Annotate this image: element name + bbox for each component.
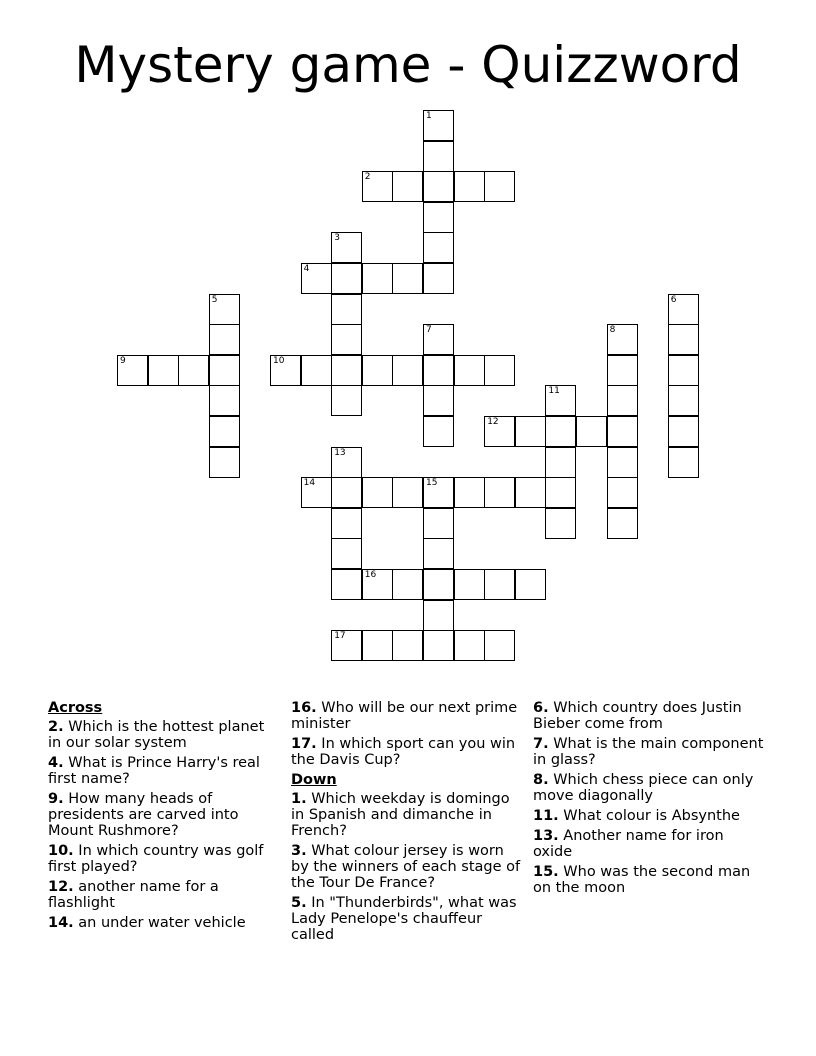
grid-cell[interactable] — [607, 477, 638, 508]
grid-cell[interactable] — [362, 355, 393, 386]
clue-text: What is the main component in glass? — [533, 736, 764, 768]
grid-cell[interactable] — [668, 355, 699, 386]
clue-text: Which country does Justin Bieber come from — [533, 700, 742, 732]
grid-cell[interactable] — [454, 477, 485, 508]
grid-cell[interactable] — [362, 477, 393, 508]
grid-cell[interactable] — [331, 263, 362, 294]
clue-number-label: 11 — [548, 386, 560, 397]
grid-cell[interactable] — [331, 508, 362, 539]
grid-cell[interactable] — [392, 569, 423, 600]
grid-cell[interactable] — [331, 324, 362, 355]
grid-cell[interactable] — [423, 202, 454, 233]
clue-text: In "Thunderbirds", what was Lady Penelope's chauffeur called — [291, 895, 517, 943]
clue-number-label: 8 — [609, 325, 616, 336]
grid-cell[interactable] — [392, 630, 423, 661]
clue-number-label: 16 — [364, 570, 377, 580]
clue-number: 9. — [48, 791, 64, 807]
clue-number-label: 5 — [211, 294, 218, 305]
clue-item — [533, 808, 765, 824]
grid-cell[interactable] — [454, 171, 485, 202]
grid-cell[interactable] — [454, 355, 485, 386]
grid-cell[interactable] — [423, 630, 454, 661]
clue-text: Who will be our next prime minister — [291, 700, 518, 732]
clue-item — [48, 755, 280, 787]
grid-cell[interactable] — [607, 324, 638, 355]
across-clue-list-cont — [291, 700, 523, 768]
grid-cell[interactable] — [301, 263, 332, 294]
clue-item — [533, 700, 765, 732]
grid-cell[interactable] — [331, 232, 362, 263]
grid-cell[interactable] — [545, 508, 576, 539]
grid-cell[interactable] — [178, 355, 209, 386]
clue-text: In which sport can you win the Davis Cup? — [291, 736, 516, 768]
clue-number: 11. — [533, 808, 559, 824]
clue-number-label: 17 — [334, 631, 346, 642]
grid-cell[interactable] — [423, 477, 454, 508]
clue-number-label: 10 — [273, 355, 285, 366]
grid-cell[interactable] — [607, 355, 638, 386]
clue-number: 1. — [291, 791, 307, 807]
grid-cell[interactable] — [209, 447, 240, 478]
clue-number: 13. — [533, 828, 559, 844]
clue-item — [291, 843, 523, 891]
clue-number-label: 1 — [426, 111, 432, 121]
clue-number-label: 12 — [487, 417, 499, 427]
clue-item — [533, 736, 765, 768]
clue-number: 2. — [48, 719, 64, 735]
clue-item — [533, 864, 765, 896]
clue-number: 3. — [291, 843, 307, 859]
clue-number: 17. — [291, 736, 317, 752]
clue-text: How many heads of presidents are carved into Mount Rushmore? — [48, 791, 239, 839]
clue-number: 15. — [533, 864, 559, 880]
clue-text: What is Prince Harry's real first name? — [48, 755, 260, 787]
clue-number: 8. — [533, 772, 549, 788]
grid-cell[interactable] — [331, 294, 362, 325]
grid-cell[interactable] — [484, 355, 515, 386]
grid-cell[interactable] — [331, 447, 362, 478]
across-clue-list — [48, 719, 280, 931]
grid-cell[interactable] — [576, 416, 607, 447]
clues-column-2 — [291, 700, 523, 947]
grid-cell[interactable] — [423, 538, 454, 569]
clue-number: 16. — [291, 700, 317, 716]
grid-cell[interactable] — [545, 477, 576, 508]
grid-cell[interactable] — [607, 385, 638, 416]
clue-number: 4. — [48, 755, 64, 771]
clue-text: Who was the second man on the moon — [533, 864, 751, 896]
grid-cell[interactable] — [392, 263, 423, 294]
clue-item — [291, 895, 523, 943]
grid-cell[interactable] — [331, 569, 362, 600]
grid-cell[interactable] — [423, 324, 454, 355]
grid-cell[interactable] — [423, 171, 454, 202]
grid-cell[interactable] — [301, 355, 332, 386]
clue-item — [291, 736, 523, 768]
grid-cell[interactable] — [117, 355, 148, 386]
grid-cell[interactable] — [331, 355, 362, 386]
grid-cell[interactable] — [423, 232, 454, 263]
grid-cell[interactable] — [484, 416, 515, 447]
grid-cell[interactable] — [270, 355, 301, 386]
clue-item — [48, 879, 280, 911]
clue-number: 5. — [291, 895, 307, 911]
grid-cell[interactable] — [668, 416, 699, 447]
clue-item — [291, 791, 523, 839]
page-title: Mystery game - Quizzword — [74, 36, 742, 94]
grid-cell[interactable] — [545, 416, 576, 447]
grid-cell[interactable] — [423, 600, 454, 631]
grid-cell[interactable] — [454, 630, 485, 661]
clue-item — [48, 791, 280, 839]
grid-cell[interactable] — [607, 416, 638, 447]
grid-cell[interactable] — [668, 385, 699, 416]
clue-number: 12. — [48, 879, 74, 895]
grid-cell[interactable] — [607, 447, 638, 478]
grid-cell[interactable] — [454, 569, 485, 600]
grid-cell[interactable] — [545, 385, 576, 416]
grid-cell[interactable] — [362, 263, 393, 294]
grid-cell[interactable] — [668, 447, 699, 478]
clue-number: 7. — [533, 736, 549, 752]
clue-text: Another name for iron oxide — [533, 828, 724, 860]
clue-number-label: 13 — [334, 447, 346, 458]
clue-number-label: 3 — [334, 233, 340, 244]
down-heading: Down — [291, 772, 337, 788]
clue-number-label: 9 — [120, 355, 126, 366]
grid-cell[interactable] — [423, 385, 454, 416]
grid-cell[interactable] — [423, 141, 454, 172]
grid-cell[interactable] — [545, 447, 576, 478]
grid-cell[interactable] — [209, 324, 240, 355]
grid-cell[interactable] — [209, 385, 240, 416]
grid-cell[interactable] — [331, 630, 362, 661]
grid-cell[interactable] — [484, 477, 515, 508]
grid-cell[interactable] — [515, 477, 546, 508]
grid-cell[interactable] — [423, 416, 454, 447]
grid-cell[interactable] — [392, 171, 423, 202]
grid-cell[interactable] — [668, 324, 699, 355]
down-clue-list-cont — [533, 700, 765, 896]
grid-cell[interactable] — [392, 477, 423, 508]
grid-cell[interactable] — [423, 355, 454, 386]
clue-number-label: 7 — [426, 325, 432, 336]
grid-cell[interactable] — [423, 263, 454, 294]
grid-cell[interactable] — [209, 294, 240, 325]
grid-cell[interactable] — [668, 294, 699, 325]
grid-cell[interactable] — [301, 477, 332, 508]
grid-cell[interactable] — [423, 508, 454, 539]
clue-item — [533, 828, 765, 860]
grid-cell[interactable] — [362, 171, 393, 202]
clue-item — [533, 772, 765, 804]
grid-cell[interactable] — [484, 171, 515, 202]
grid-cell[interactable] — [423, 110, 454, 141]
grid-cell[interactable] — [392, 355, 423, 386]
clue-text: In which country was golf first played? — [48, 843, 264, 875]
grid-cell[interactable] — [607, 508, 638, 539]
clues-column-3 — [533, 700, 765, 900]
clue-text: Which is the hottest planet in our solar system — [48, 719, 265, 751]
clues-column-1 — [48, 700, 280, 935]
clue-number: 6. — [533, 700, 549, 716]
clue-number-label: 4 — [303, 264, 310, 274]
clue-number-label: 2 — [364, 172, 371, 183]
grid-cell[interactable] — [209, 416, 240, 447]
grid-cell[interactable] — [484, 630, 515, 661]
clue-text: What colour is Absynthe — [558, 808, 740, 824]
grid-cell[interactable] — [331, 385, 362, 416]
grid-cell[interactable] — [515, 569, 546, 600]
across-heading: Across — [48, 700, 103, 716]
clue-text: Which chess piece can only move diagonally — [533, 772, 754, 804]
clue-number-label: 6 — [670, 294, 677, 305]
clue-text: an under water vehicle — [73, 915, 246, 931]
clue-number-label: 15 — [426, 478, 438, 489]
clue-item — [48, 719, 280, 751]
grid-cell[interactable] — [209, 355, 240, 386]
clue-item — [291, 700, 523, 732]
clue-item — [48, 915, 280, 931]
clue-item — [48, 843, 280, 875]
clue-number: 10. — [48, 843, 74, 859]
clue-text: What colour jersey is worn by the winners of each stage of the Tour De France? — [291, 843, 521, 891]
clue-number-label: 14 — [303, 478, 316, 489]
grid-cell[interactable] — [423, 569, 454, 600]
grid-cell[interactable] — [515, 416, 546, 447]
clue-number: 14. — [48, 915, 74, 931]
clue-text: another name for a flashlight — [48, 879, 219, 911]
grid-cell[interactable] — [484, 569, 515, 600]
grid-cell[interactable] — [331, 538, 362, 569]
grid-cell[interactable] — [362, 569, 393, 600]
clue-text: Which weekday is domingo in Spanish and dimanche in French? — [291, 791, 510, 839]
grid-cell[interactable] — [148, 355, 179, 386]
down-clue-list — [291, 791, 523, 943]
grid-cell[interactable] — [362, 630, 393, 661]
grid-cell[interactable] — [331, 477, 362, 508]
